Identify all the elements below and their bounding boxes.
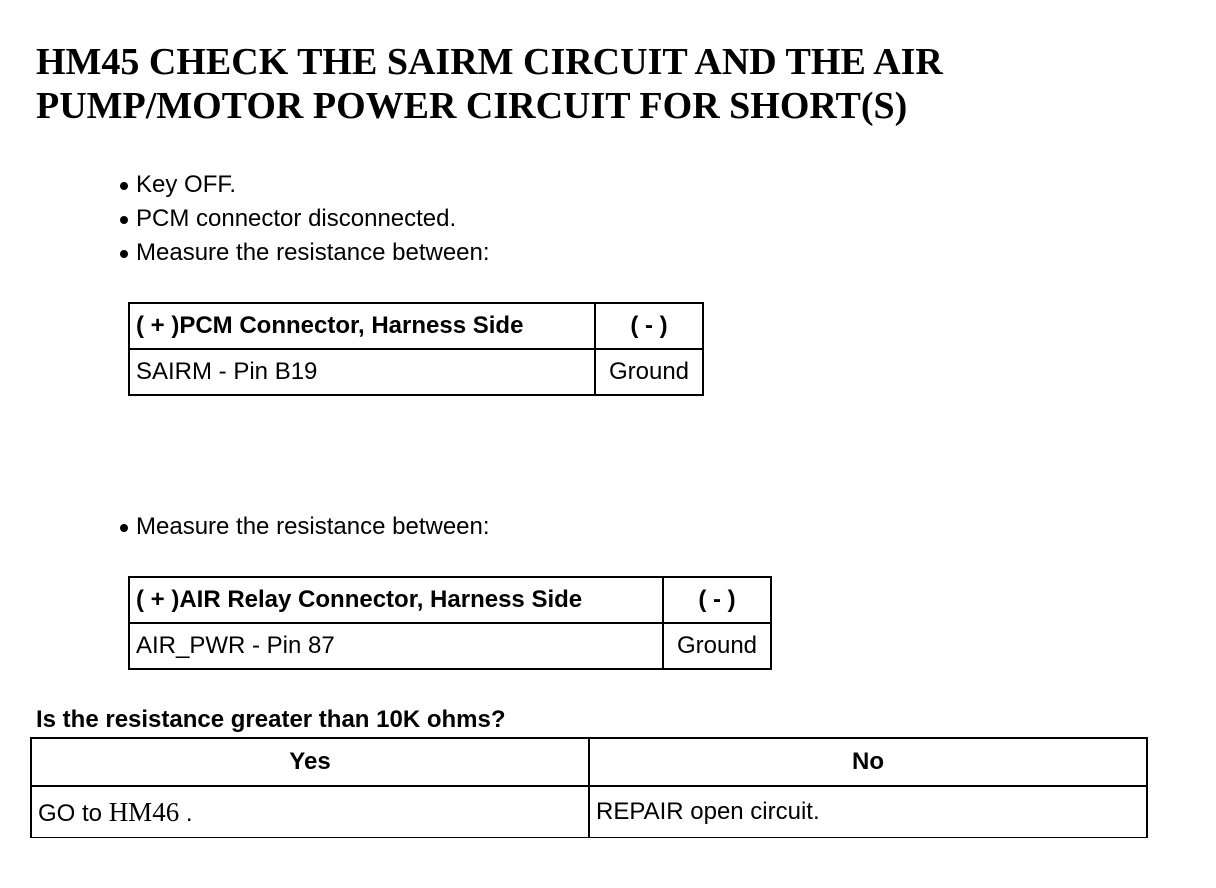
page-title-line-1: HM45 CHECK THE SAIRM CIRCUIT AND THE AIR — [36, 41, 943, 83]
negative-header: ( - ) — [663, 577, 771, 623]
table-header-row — [31, 738, 1147, 786]
bullet-icon — [120, 524, 128, 532]
no-cell: REPAIR open circuit. — [589, 786, 1147, 838]
table-row — [31, 786, 1147, 838]
step-text: Measure the resistance between: — [136, 239, 490, 266]
positive-header: ( + )PCM Connector, Harness Side — [129, 303, 595, 349]
table-header-row — [129, 577, 771, 623]
step-text: PCM connector disconnected. — [136, 205, 457, 232]
no-header: No — [589, 738, 1147, 786]
positive-cell: AIR_PWR - Pin 87 — [129, 623, 663, 669]
negative-cell: Ground — [663, 623, 771, 669]
step-list — [118, 168, 490, 270]
page-title-line-2: PUMP/MOTOR POWER CIRCUIT FOR SHORT(S) — [36, 85, 908, 127]
yes-cell — [31, 786, 589, 838]
question-text: Is the resistance greater than 10K ohms? — [36, 706, 506, 733]
step-item — [118, 168, 490, 202]
pcm-measurement-table — [128, 302, 704, 396]
table-row — [129, 349, 703, 395]
yes-header: Yes — [31, 738, 589, 786]
step-item — [118, 236, 490, 270]
air-relay-measurement-table — [128, 576, 772, 670]
step-list-2 — [118, 510, 490, 544]
step-text: Measure the resistance between: — [136, 513, 490, 540]
bullet-icon — [120, 216, 128, 224]
table-row — [129, 623, 771, 669]
bullet-icon — [120, 250, 128, 258]
yes-prefix: GO to — [38, 799, 109, 827]
negative-header: ( - ) — [595, 303, 703, 349]
positive-cell: SAIRM - Pin B19 — [129, 349, 595, 395]
step-item — [118, 510, 490, 544]
hm46-link[interactable]: HM46 — [108, 796, 180, 827]
positive-header: ( + )AIR Relay Connector, Harness Side — [129, 577, 663, 623]
page-title — [36, 40, 1156, 128]
bullet-icon — [120, 182, 128, 190]
yes-suffix: . — [179, 799, 193, 827]
table-header-row — [129, 303, 703, 349]
step-item — [118, 202, 490, 236]
answer-table — [30, 737, 1148, 838]
negative-cell: Ground — [595, 349, 703, 395]
step-text: Key OFF. — [136, 171, 237, 198]
